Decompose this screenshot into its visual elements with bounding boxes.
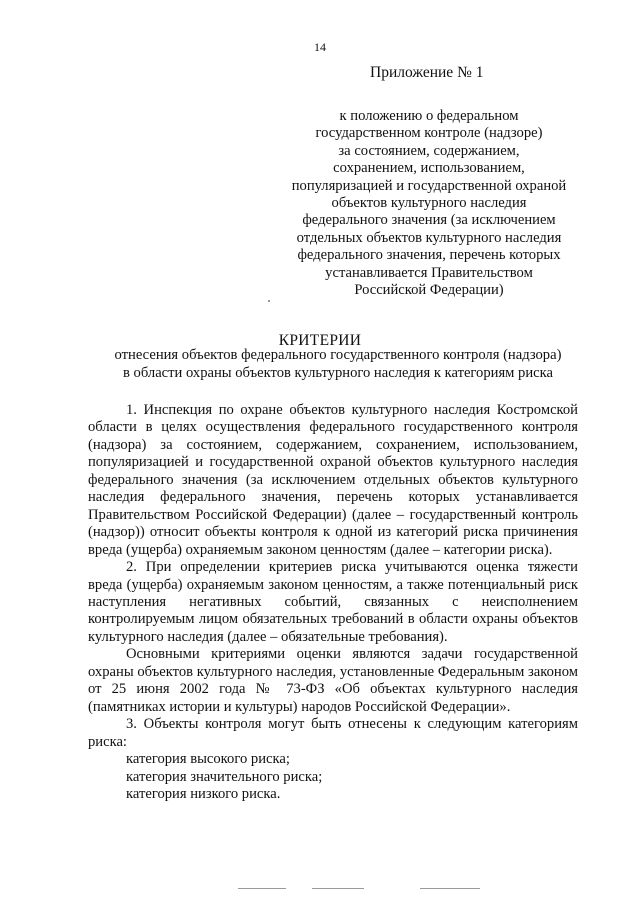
appendix-title: Приложение № 1 [370,64,484,81]
subtitle-line: в области охраны объектов культурного наследия к категориям риска [123,364,553,381]
scan-artifact-line [312,888,364,889]
appendix-line: федерального значения (за исключением [302,212,556,229]
document-body [88,402,578,803]
appendix-line: за состоянием, содержанием, [338,142,520,159]
criteria-heading: КРИТЕРИИ [278,332,362,349]
page-number: 14 [314,40,326,54]
appendix-line: отдельных объектов культурного наследия [296,229,562,246]
subtitle-line: отнесения объектов федерального государственного контроля (надзора) [114,347,562,363]
scan-artifact-line [420,888,480,889]
paragraph-3: Основными критериями оценки являются задачи государственной охраны объектов культурного наследия, установленные Федеральным законом от 25 июня 2002 года № 73-ФЗ «Об объектах культурного наследия (памятниках истории и культуры) народов Российской Федерации». [88,646,578,715]
scan-speck [268,300,270,302]
paragraph-1: 1. Инспекция по охране объектов культурного наследия Костромской области в целях осуществления федерального государственного контроля (надзора) за состоянием, содержанием, сохранением, использованием, популяризацией и государственной охраной объектов культурного наследия федерального значения (за исключением отдельных объектов культурного наследия федерального значения, перечень которых устанавливается Правительством Российской Федерации) (далее – государственный контроль (надзор)) относит объекты контроля к одной из категорий риска причинения вреда (ущерба) охраняемым законом ценностям (далее – категории риска). [88,402,578,558]
appendix-line: устанавливается Правительством [325,264,533,281]
risk-category-list [88,751,578,803]
paragraph-2: 2. При определении критериев риска учитываются оценка тяжести вреда (ущерба) охраняемым законом ценностям, а также потенциальный риск наступления негативных событий, связанных с неисполнением контролируемым лицом обязательных требований в области охраны объектов культурного наследия (далее – обязательные требования). [88,559,578,645]
appendix-line: Российской Федерации) [354,282,504,299]
appendix-line: федерального значения, перечень которых [297,247,561,264]
appendix-line: сохранением, использованием, [333,160,525,177]
appendix-line: популяризацией и государственной охраной [291,177,567,194]
appendix-line: объектов культурного наследия [331,195,527,212]
risk-category-item: категория низкого риска. [126,785,281,802]
risk-category-item: категория высокого риска; [126,751,290,768]
scan-artifact-line [238,888,286,889]
appendix-reference [270,108,588,299]
risk-category-item: категория значительного риска; [126,768,323,785]
appendix-line: к положению о федеральном [339,108,519,124]
paragraph-4: 3. Объекты контроля могут быть отнесены к следующим категориям риска: [88,716,578,750]
criteria-subtitle [88,347,588,382]
appendix-line: государственном контроле (надзоре) [315,125,543,142]
